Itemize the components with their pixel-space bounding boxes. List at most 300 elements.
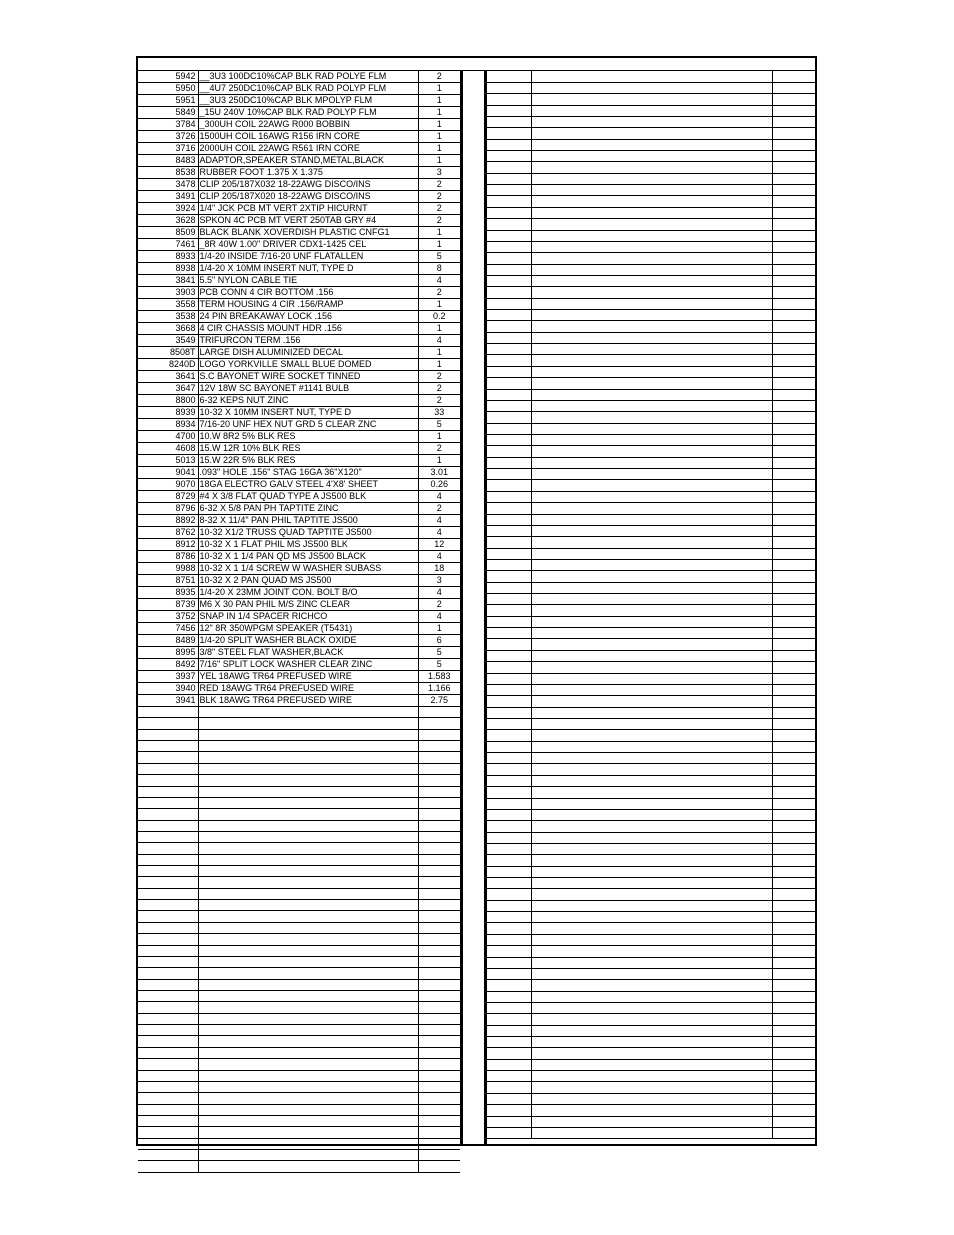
empty-cell	[531, 741, 772, 752]
empty-row	[485, 639, 815, 650]
empty-row	[485, 1014, 815, 1025]
empty-cell	[772, 1116, 815, 1127]
empty-row	[138, 968, 460, 979]
empty-cell	[485, 1002, 531, 1013]
empty-cell	[485, 980, 531, 991]
empty-cell	[772, 446, 815, 457]
empty-cell	[531, 1037, 772, 1048]
part-number	[138, 922, 198, 933]
part-description: #4 X 3/8 FLAT QUAD TYPE A JS500 BLK	[198, 491, 418, 503]
empty-cell	[772, 253, 815, 264]
empty-cell	[531, 730, 772, 741]
empty-cell	[531, 662, 772, 673]
part-quantity	[418, 968, 460, 979]
empty-cell	[531, 912, 772, 923]
part-row	[138, 395, 460, 407]
empty-cell	[772, 582, 815, 593]
empty-row	[138, 763, 460, 774]
part-description: 10-32 X 10MM INSERT NUT, TYPE D	[198, 407, 418, 419]
part-quantity: 2	[418, 599, 460, 611]
part-quantity	[418, 820, 460, 831]
part-number	[138, 820, 198, 831]
empty-row	[138, 1138, 460, 1149]
part-description: 3/8" STEEL FLAT WASHER,BLACK	[198, 647, 418, 659]
empty-cell	[485, 1025, 531, 1036]
part-description: SNAP IN 1/4 SPACER RICHCO	[198, 611, 418, 623]
part-quantity: 4	[418, 527, 460, 539]
part-row	[138, 155, 460, 167]
empty-cell	[485, 321, 531, 332]
empty-cell	[772, 809, 815, 820]
part-quantity	[418, 1013, 460, 1024]
part-description	[198, 1093, 418, 1104]
empty-cell	[531, 151, 772, 162]
part-number: 8892	[138, 515, 198, 527]
part-quantity: 5	[418, 659, 460, 671]
part-row	[138, 455, 460, 467]
empty-cell	[772, 639, 815, 650]
part-number: 3784	[138, 119, 198, 131]
part-number	[138, 1036, 198, 1047]
part-row	[138, 251, 460, 263]
part-quantity	[418, 934, 460, 945]
empty-cell	[485, 957, 531, 968]
part-number	[138, 831, 198, 842]
empty-cell	[485, 355, 531, 366]
part-quantity: 2	[418, 191, 460, 203]
part-description	[198, 843, 418, 854]
empty-cell	[772, 310, 815, 321]
empty-cell	[772, 196, 815, 207]
empty-cell	[531, 832, 772, 843]
part-description	[198, 922, 418, 933]
part-description: 1/4-20 X 10MM INSERT NUT, TYPE D	[198, 263, 418, 275]
part-number: 8912	[138, 539, 198, 551]
part-number: 3549	[138, 335, 198, 347]
part-row	[138, 587, 460, 599]
part-row	[138, 143, 460, 155]
empty-row	[485, 730, 815, 741]
empty-cell	[485, 253, 531, 264]
part-description	[198, 1115, 418, 1126]
part-description: 1/4-20 INSIDE 7/16-20 UNF FLATALLEN	[198, 251, 418, 263]
part-description: CLIP 205/187X032 18-22AWG DISCO/INS	[198, 179, 418, 191]
empty-row	[485, 843, 815, 854]
empty-row	[138, 775, 460, 786]
part-row	[138, 623, 460, 635]
empty-row	[485, 525, 815, 536]
empty-cell	[531, 389, 772, 400]
part-description: 10-32 X 2 PAN QUAD MS JS500	[198, 575, 418, 587]
empty-cell	[772, 287, 815, 298]
empty-row	[485, 378, 815, 389]
empty-cell	[531, 843, 772, 854]
part-description	[198, 752, 418, 763]
empty-row	[138, 1013, 460, 1024]
part-description	[198, 1002, 418, 1013]
empty-cell	[772, 923, 815, 934]
empty-row	[485, 423, 815, 434]
part-row	[138, 131, 460, 143]
empty-cell	[772, 1014, 815, 1025]
empty-cell	[531, 968, 772, 979]
part-number: 8933	[138, 251, 198, 263]
part-row	[138, 347, 460, 359]
empty-cell	[531, 639, 772, 650]
empty-row	[138, 718, 460, 729]
part-description	[198, 1036, 418, 1047]
part-quantity	[418, 911, 460, 922]
empty-cell	[531, 650, 772, 661]
part-description	[198, 888, 418, 899]
empty-cell	[485, 241, 531, 252]
part-number: 5013	[138, 455, 198, 467]
empty-row	[485, 207, 815, 218]
part-number: 4700	[138, 431, 198, 443]
empty-cell	[772, 843, 815, 854]
empty-cell	[531, 594, 772, 605]
part-quantity	[418, 707, 460, 718]
empty-cell	[772, 855, 815, 866]
empty-cell	[772, 435, 815, 446]
empty-row	[138, 888, 460, 899]
empty-row	[485, 162, 815, 173]
part-row	[138, 239, 460, 251]
empty-cell	[485, 71, 531, 82]
left-panel	[138, 71, 462, 1173]
empty-cell	[772, 1127, 815, 1138]
empty-cell	[485, 968, 531, 979]
empty-cell	[772, 730, 815, 741]
part-description	[198, 979, 418, 990]
empty-cell	[485, 196, 531, 207]
part-number: 5849	[138, 107, 198, 119]
part-quantity	[418, 1093, 460, 1104]
empty-cell	[772, 139, 815, 150]
empty-row	[485, 82, 815, 93]
parts-table	[138, 71, 460, 1173]
empty-cell	[531, 821, 772, 832]
blank-table	[485, 71, 815, 1139]
part-row	[138, 323, 460, 335]
empty-cell	[531, 344, 772, 355]
empty-row	[138, 877, 460, 888]
empty-cell	[772, 128, 815, 139]
empty-cell	[485, 366, 531, 377]
part-number: 4608	[138, 443, 198, 455]
part-number: 3558	[138, 299, 198, 311]
part-row	[138, 431, 460, 443]
empty-cell	[485, 1127, 531, 1138]
empty-row	[485, 1105, 815, 1116]
part-row	[138, 647, 460, 659]
part-row	[138, 503, 460, 515]
empty-cell	[772, 1048, 815, 1059]
empty-cell	[772, 173, 815, 184]
part-number	[138, 763, 198, 774]
empty-cell	[485, 900, 531, 911]
part-number: 3924	[138, 203, 198, 215]
part-row	[138, 527, 460, 539]
empty-cell	[531, 866, 772, 877]
part-row	[138, 575, 460, 587]
part-number: 9041	[138, 467, 198, 479]
part-row	[138, 311, 460, 323]
empty-row	[485, 855, 815, 866]
empty-row	[485, 605, 815, 616]
empty-cell	[772, 548, 815, 559]
part-description	[198, 775, 418, 786]
empty-cell	[531, 332, 772, 343]
empty-row	[485, 537, 815, 548]
empty-row	[485, 616, 815, 627]
empty-row	[485, 900, 815, 911]
part-quantity	[418, 729, 460, 740]
empty-cell	[772, 616, 815, 627]
part-description: 12" 8R 350WPGM SPEAKER (T5431)	[198, 623, 418, 635]
part-number: 5950	[138, 83, 198, 95]
parts-list-sheet	[136, 56, 817, 1146]
empty-cell	[485, 650, 531, 661]
empty-row	[485, 1127, 815, 1138]
empty-row	[138, 866, 460, 877]
empty-row	[138, 797, 460, 808]
empty-cell	[531, 525, 772, 536]
empty-cell	[485, 571, 531, 582]
empty-row	[485, 514, 815, 525]
empty-cell	[531, 219, 772, 230]
empty-row	[485, 412, 815, 423]
empty-cell	[531, 139, 772, 150]
part-quantity	[418, 956, 460, 967]
part-row	[138, 479, 460, 491]
part-number: 7456	[138, 623, 198, 635]
empty-cell	[485, 264, 531, 275]
empty-cell	[531, 105, 772, 116]
part-description	[198, 1104, 418, 1115]
part-quantity	[418, 866, 460, 877]
part-number: 8729	[138, 491, 198, 503]
empty-cell	[531, 1127, 772, 1138]
part-quantity	[418, 854, 460, 865]
part-quantity	[418, 922, 460, 933]
part-description: _8R 40W 1.00" DRIVER CDX1-1425 CEL	[198, 239, 418, 251]
part-number	[138, 945, 198, 956]
empty-cell	[531, 934, 772, 945]
empty-cell	[772, 594, 815, 605]
part-quantity	[418, 1002, 460, 1013]
empty-cell	[531, 707, 772, 718]
empty-cell	[772, 366, 815, 377]
empty-cell	[485, 548, 531, 559]
empty-row	[138, 990, 460, 1001]
empty-row	[485, 151, 815, 162]
empty-cell	[772, 1071, 815, 1082]
empty-row	[485, 457, 815, 468]
part-quantity: 2	[418, 203, 460, 215]
empty-cell	[772, 787, 815, 798]
part-description	[198, 820, 418, 831]
part-description: _300UH COIL 22AWG R000 BOBBIN	[198, 119, 418, 131]
part-number: 8508T	[138, 347, 198, 359]
part-quantity	[418, 831, 460, 842]
empty-row	[485, 253, 815, 264]
part-number	[138, 775, 198, 786]
part-number: 7461	[138, 239, 198, 251]
part-description	[198, 786, 418, 797]
empty-row	[485, 435, 815, 446]
part-number	[138, 968, 198, 979]
empty-cell	[485, 753, 531, 764]
empty-cell	[485, 1059, 531, 1070]
empty-cell	[485, 298, 531, 309]
part-quantity	[418, 1036, 460, 1047]
empty-cell	[531, 310, 772, 321]
empty-row	[138, 820, 460, 831]
part-number	[138, 990, 198, 1001]
empty-row	[485, 185, 815, 196]
empty-row	[485, 275, 815, 286]
empty-cell	[772, 503, 815, 514]
empty-cell	[531, 548, 772, 559]
part-description: 1/4-20 X 23MM JOINT CON. BOLT B/O	[198, 587, 418, 599]
empty-row	[485, 480, 815, 491]
empty-cell	[772, 1025, 815, 1036]
part-quantity	[418, 900, 460, 911]
empty-cell	[485, 832, 531, 843]
part-number: 8240D	[138, 359, 198, 371]
empty-cell	[531, 435, 772, 446]
empty-cell	[772, 469, 815, 480]
part-number	[138, 718, 198, 729]
empty-row	[138, 1025, 460, 1036]
part-description: 2000UH COIL 22AWG R561 IRN CORE	[198, 143, 418, 155]
empty-cell	[531, 798, 772, 809]
empty-cell	[485, 946, 531, 957]
empty-row	[485, 673, 815, 684]
empty-cell	[772, 389, 815, 400]
empty-cell	[485, 82, 531, 93]
empty-cell	[772, 355, 815, 366]
empty-row	[485, 332, 815, 343]
part-description: 1/4" JCK PCB MT VERT 2XTIP HICURNT	[198, 203, 418, 215]
part-quantity: 1	[418, 623, 460, 635]
empty-cell	[531, 400, 772, 411]
part-number	[138, 888, 198, 899]
empty-row	[138, 956, 460, 967]
part-description: 1500UH COIL 16AWG R156 IRN CORE	[198, 131, 418, 143]
empty-row	[485, 446, 815, 457]
empty-cell	[772, 321, 815, 332]
part-description: RUBBER FOOT 1.375 X 1.375	[198, 167, 418, 179]
empty-cell	[772, 775, 815, 786]
part-number: 3941	[138, 695, 198, 707]
part-quantity	[418, 843, 460, 854]
part-row	[138, 203, 460, 215]
part-row	[138, 371, 460, 383]
empty-row	[485, 1082, 815, 1093]
part-quantity	[418, 1104, 460, 1115]
empty-cell	[531, 537, 772, 548]
part-number: 3716	[138, 143, 198, 155]
empty-cell	[772, 968, 815, 979]
empty-cell	[531, 287, 772, 298]
empty-cell	[531, 1105, 772, 1116]
empty-cell	[485, 185, 531, 196]
part-description: 15.W 22R 5% BLK RES	[198, 455, 418, 467]
empty-cell	[485, 787, 531, 798]
empty-cell	[531, 128, 772, 139]
part-description	[198, 1025, 418, 1036]
empty-row	[485, 71, 815, 82]
part-number: 3937	[138, 671, 198, 683]
empty-row	[138, 979, 460, 990]
empty-cell	[485, 582, 531, 593]
empty-row	[485, 889, 815, 900]
empty-cell	[485, 400, 531, 411]
empty-row	[485, 912, 815, 923]
part-quantity: 6	[418, 635, 460, 647]
part-description: 5.5" NYLON CABLE TIE	[198, 275, 418, 287]
part-quantity: 2	[418, 287, 460, 299]
empty-cell	[485, 275, 531, 286]
empty-cell	[531, 1093, 772, 1104]
empty-cell	[485, 991, 531, 1002]
empty-row	[485, 469, 815, 480]
empty-cell	[485, 855, 531, 866]
empty-cell	[531, 878, 772, 889]
empty-row	[485, 764, 815, 775]
empty-cell	[485, 423, 531, 434]
part-number	[138, 707, 198, 718]
part-description: _15U 240V 10%CAP BLK RAD POLYP FLM	[198, 107, 418, 119]
empty-row	[485, 355, 815, 366]
empty-cell	[531, 764, 772, 775]
empty-row	[485, 503, 815, 514]
empty-cell	[531, 582, 772, 593]
part-row	[138, 263, 460, 275]
part-description	[198, 1150, 418, 1161]
empty-cell	[531, 503, 772, 514]
empty-cell	[531, 173, 772, 184]
empty-cell	[531, 923, 772, 934]
empty-row	[138, 1036, 460, 1047]
empty-row	[485, 946, 815, 957]
empty-cell	[485, 389, 531, 400]
part-quantity: 1	[418, 323, 460, 335]
empty-cell	[485, 1048, 531, 1059]
empty-cell	[485, 1093, 531, 1104]
empty-cell	[772, 264, 815, 275]
part-number	[138, 854, 198, 865]
part-description: YEL 18AWG TR64 PREFUSED WIRE	[198, 671, 418, 683]
empty-row	[485, 866, 815, 877]
part-number	[138, 1161, 198, 1172]
empty-cell	[531, 491, 772, 502]
empty-cell	[531, 514, 772, 525]
empty-cell	[485, 639, 531, 650]
empty-cell	[772, 878, 815, 889]
part-quantity: 1.583	[418, 671, 460, 683]
part-number: 3647	[138, 383, 198, 395]
part-quantity: 4	[418, 491, 460, 503]
empty-row	[485, 548, 815, 559]
empty-cell	[531, 980, 772, 991]
part-row	[138, 611, 460, 623]
empty-row	[485, 264, 815, 275]
empty-cell	[485, 310, 531, 321]
empty-cell	[485, 230, 531, 241]
